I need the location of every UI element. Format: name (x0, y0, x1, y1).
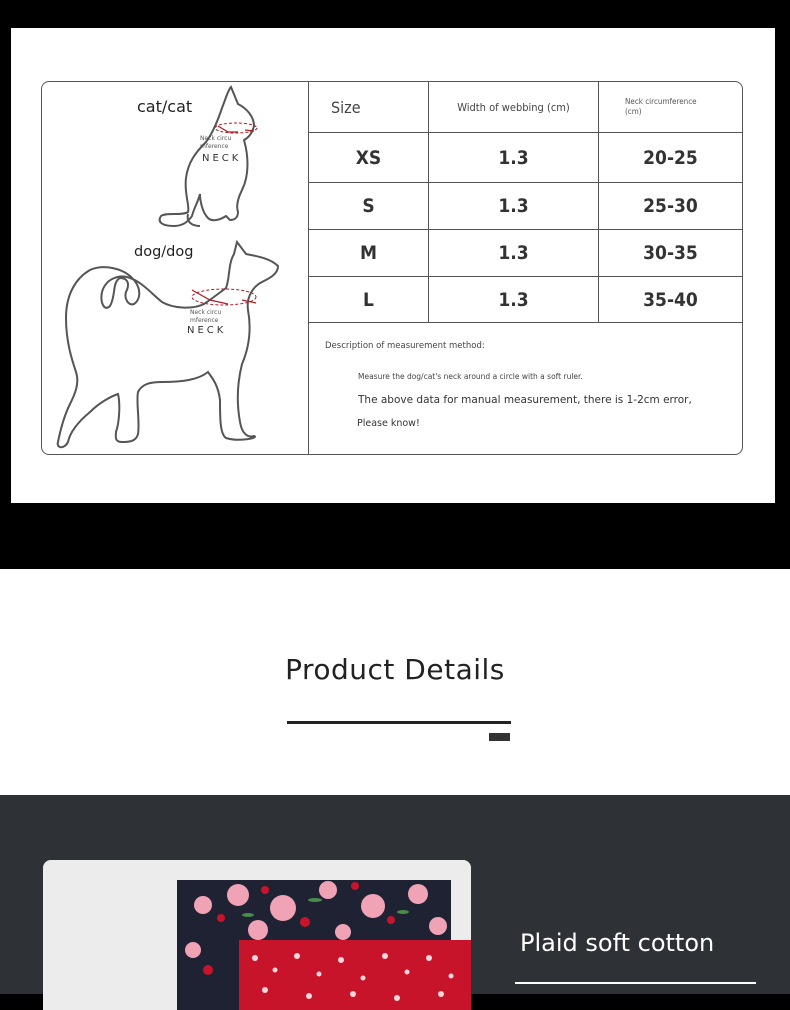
dog-label: dog/dog (134, 244, 194, 260)
dog-neck-label: NECK (187, 325, 227, 336)
size-table (309, 82, 742, 454)
floral-fabric-image (43, 860, 471, 1010)
table-cell-width: 1.3 (429, 183, 599, 230)
cat-silhouette-icon (42, 82, 308, 454)
feature-underline (515, 982, 756, 984)
size-chart-card (11, 28, 775, 503)
table-cell-width: 1.3 (429, 133, 599, 183)
header-neck-circumference: Neck circumference (cm) (599, 82, 742, 133)
table-cell-neck: 30-35 (599, 230, 742, 277)
product-details-header (0, 569, 790, 795)
dog-neck-circumference-label: Neck circu mference (190, 309, 222, 324)
table-cell-size: XS (309, 133, 429, 183)
animal-illustration-panel (42, 82, 309, 454)
description-line-2: The above data for manual measurement, there is 1-2cm error, (358, 394, 692, 406)
header-webbing-width: Width of webbing (cm) (429, 82, 599, 133)
table-cell-neck: 20-25 (599, 133, 742, 183)
header-size: Size (309, 82, 429, 133)
product-details-title: Product Details (285, 653, 505, 686)
cat-neck-circumference-label: Neck circu mference (200, 135, 232, 150)
measurement-description (309, 323, 742, 454)
description-title: Description of measurement method: (325, 341, 485, 351)
table-cell-neck: 25-30 (599, 183, 742, 230)
size-chart-table-frame (41, 81, 743, 455)
table-cell-size: M (309, 230, 429, 277)
fabric-image (43, 860, 471, 1010)
table-cell-neck: 35-40 (599, 277, 742, 323)
feature-section (0, 795, 790, 994)
title-underline (287, 721, 511, 724)
feature-title: Plaid soft cotton (520, 929, 715, 957)
cat-label: cat/cat (137, 97, 193, 116)
table-cell-size: L (309, 277, 429, 323)
table-cell-width: 1.3 (429, 277, 599, 323)
cat-neck-label: NECK (202, 153, 242, 164)
title-underline-accent (489, 733, 510, 741)
description-line-3: Please know! (357, 418, 420, 429)
table-cell-size: S (309, 183, 429, 230)
description-line-1: Measure the dog/cat's neck around a circle with a soft ruler. (358, 372, 583, 381)
table-cell-width: 1.3 (429, 230, 599, 277)
